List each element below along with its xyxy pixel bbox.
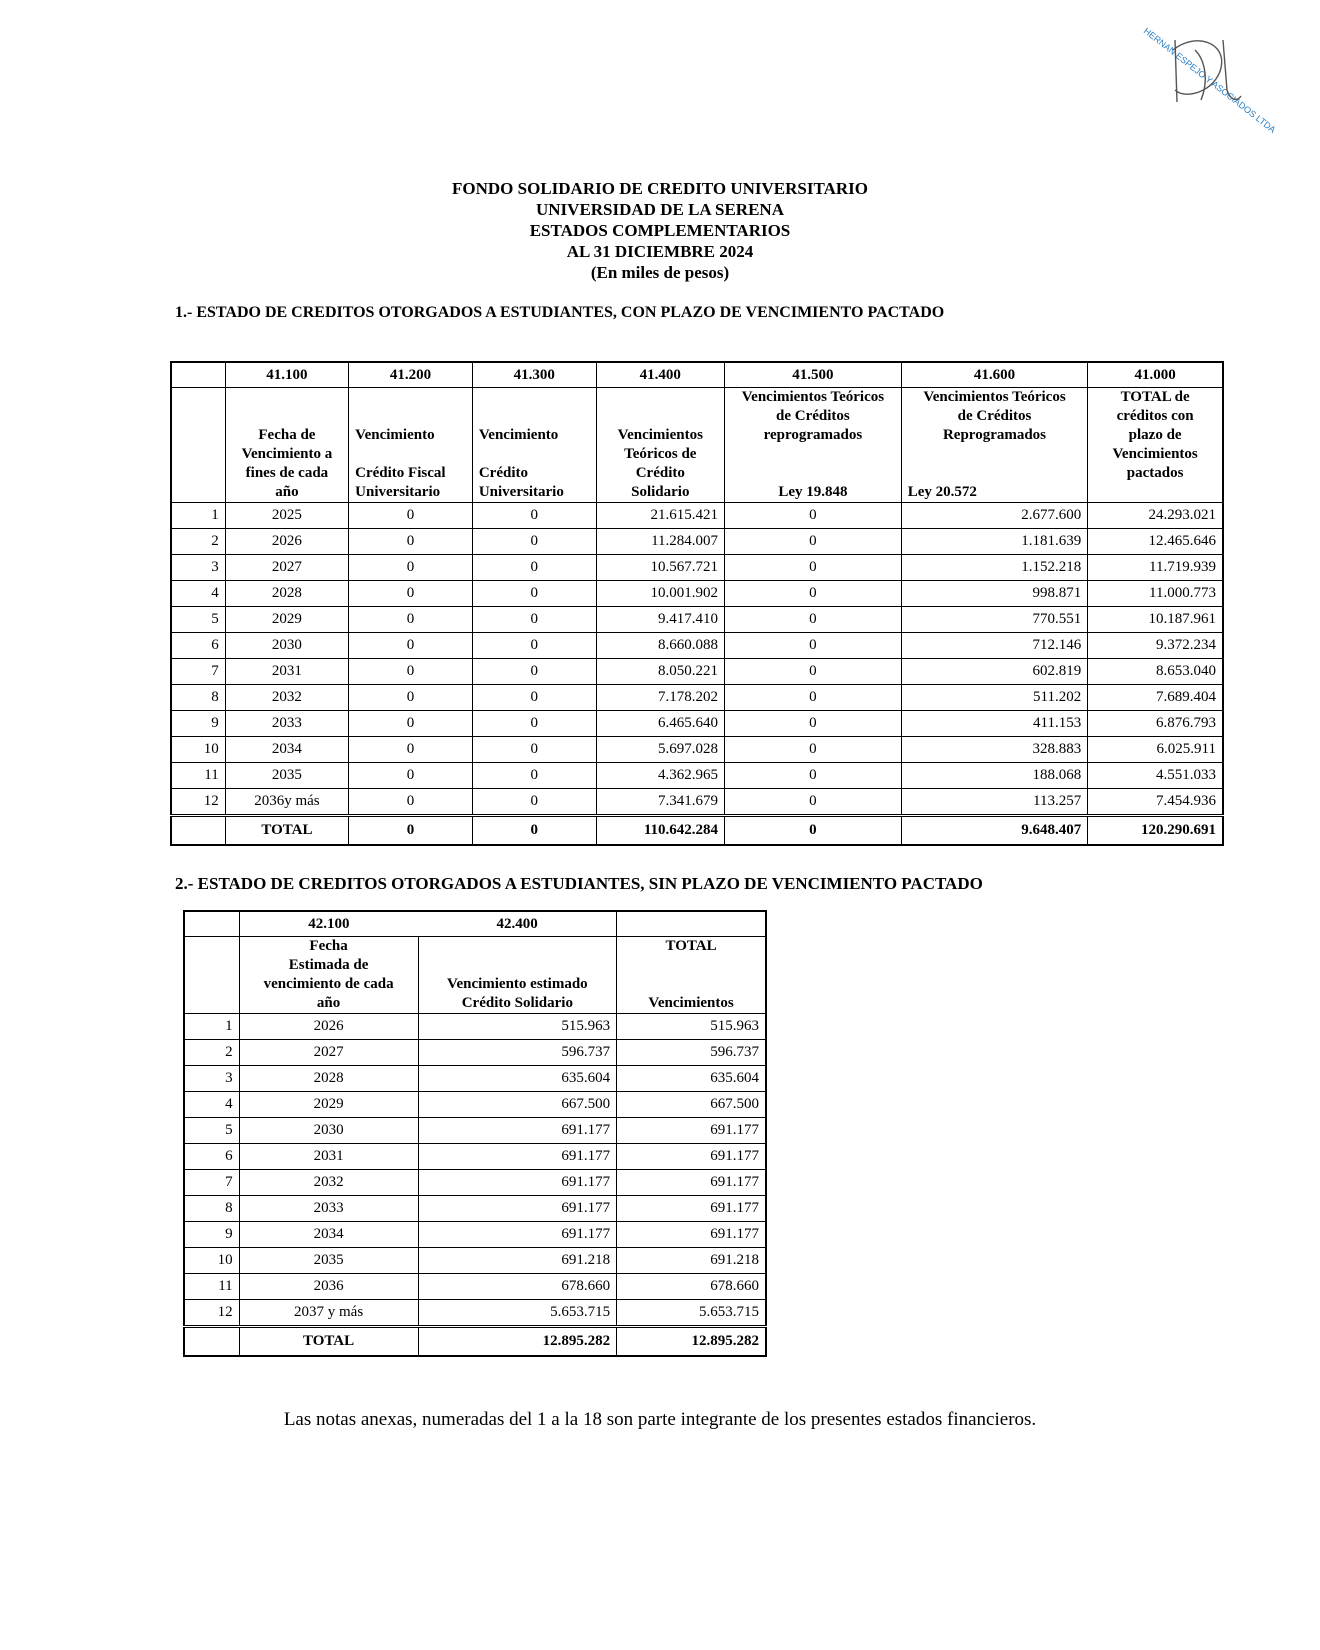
table2-code-cell: 42.400 [418, 911, 617, 937]
table1-header-cell [596, 388, 724, 503]
table1-header-cell-line: Vencimientos [1112, 446, 1198, 462]
table1-code-cell: 41.000 [1088, 362, 1223, 388]
table2-header-cell-line: Vencimiento estimado [446, 976, 588, 992]
table-cell: 0 [725, 763, 902, 789]
table-row [171, 659, 1223, 685]
table-cell: 691.177 [617, 1170, 766, 1196]
table-cell: 12.465.646 [1088, 529, 1223, 555]
table-row [171, 581, 1223, 607]
table1-code-cell: 41.600 [901, 362, 1087, 388]
table2-header-cell-line: Fecha [309, 938, 348, 954]
table-cell: 2032 [239, 1170, 418, 1196]
table-cell: 5.653.715 [617, 1300, 766, 1327]
table-cell: 0 [349, 529, 473, 555]
table-cell: 0 [725, 737, 902, 763]
table-cell: 691.218 [617, 1248, 766, 1274]
header-line-2: UNIVERSIDAD DE LA SERENA [536, 200, 784, 219]
table-cell: 2025 [225, 503, 348, 529]
table-cell: 511.202 [901, 685, 1087, 711]
table-cell: 0 [725, 529, 902, 555]
table-cell: 678.660 [617, 1274, 766, 1300]
table-cell: 11.000.773 [1088, 581, 1223, 607]
table-cell: 7.689.404 [1088, 685, 1223, 711]
table1-code-cell: 41.100 [225, 362, 348, 388]
table1-header-cell-line: fines de cada [245, 465, 329, 481]
table-cell: 0 [472, 763, 596, 789]
table-cell: 0 [349, 503, 473, 529]
table-cell: 8.653.040 [1088, 659, 1223, 685]
table1-header-cell-line: créditos con [1116, 408, 1194, 424]
table-cell: 691.177 [617, 1222, 766, 1248]
table-cell: 6 [184, 1144, 239, 1170]
table-row [171, 555, 1223, 581]
table-cell: 7.178.202 [596, 685, 724, 711]
table1-header-cell [901, 388, 1087, 503]
table-cell: 2027 [239, 1040, 418, 1066]
table-cell: 2034 [225, 737, 348, 763]
table-cell: 691.177 [418, 1222, 617, 1248]
table-creditos-con-plazo [170, 361, 1224, 846]
header-line-3: ESTADOS COMPLEMENTARIOS [529, 221, 791, 240]
table1-code-cell: 41.200 [349, 362, 473, 388]
table-cell: 2 [184, 1040, 239, 1066]
table-cell: 10 [171, 737, 225, 763]
table-cell: 691.177 [418, 1144, 617, 1170]
table1-header-cell-line: Crédito Fiscal [355, 465, 446, 481]
table1-header-cell-line: Reprogramados [942, 427, 1047, 443]
table-cell: 6.465.640 [596, 711, 724, 737]
table-row [171, 763, 1223, 789]
table-cell: 2031 [239, 1144, 418, 1170]
table-cell: 0 [349, 555, 473, 581]
table1-total-corner [171, 816, 225, 846]
table-row [171, 711, 1223, 737]
table2-header-cell-line: Vencimientos [648, 995, 734, 1011]
table-cell: 691.177 [418, 1170, 617, 1196]
table2-header-cell-line: TOTAL [665, 938, 717, 954]
table-cell: 0 [349, 633, 473, 659]
table-cell: 12 [171, 789, 225, 816]
table1-header-cell-line: Fecha de [258, 427, 316, 443]
table1-total-cell: 0 [472, 816, 596, 846]
table-row [184, 1196, 766, 1222]
table-cell: 11.719.939 [1088, 555, 1223, 581]
table2-header-cell-line: Crédito Solidario [461, 995, 573, 1011]
table1-header-cell-line: reprogramados [763, 427, 863, 443]
table-cell: 7 [171, 659, 225, 685]
table-row [171, 607, 1223, 633]
table-row [184, 1274, 766, 1300]
table2-code-empty [617, 911, 766, 937]
table1-header-cell-line: Vencimiento [478, 427, 559, 443]
table1-code-cell: 41.500 [725, 362, 902, 388]
table1-header-spacer [908, 445, 1081, 483]
table-cell: 11 [184, 1274, 239, 1300]
table-cell: 2030 [239, 1118, 418, 1144]
table-cell: 635.604 [418, 1066, 617, 1092]
table-cell: 0 [472, 659, 596, 685]
table-row [184, 1066, 766, 1092]
table1-header-cell-line [479, 445, 590, 464]
section2-title: 2.- ESTADO DE CREDITOS OTORGADOS A ESTUDIANTES, SIN PLAZO DE VENCIMIENTO PACTADO [175, 874, 983, 893]
table1-header-cell [349, 388, 473, 503]
table1-header-cell [1088, 388, 1223, 503]
table-cell: 9 [184, 1222, 239, 1248]
table1-header-cell-line: plazo de [1128, 427, 1182, 443]
table1-header-cell-line: año [275, 484, 299, 500]
table-cell: 4.362.965 [596, 763, 724, 789]
table-cell: 5 [184, 1118, 239, 1144]
table-cell: 2 [171, 529, 225, 555]
table-cell: 0 [472, 529, 596, 555]
table-cell: 411.153 [901, 711, 1087, 737]
table1-header-cell-line: Vencimientos [617, 427, 703, 443]
table1-header-cell-line: Vencimientos Teóricos [741, 389, 885, 405]
table-cell: 5.697.028 [596, 737, 724, 763]
table-cell: 515.963 [617, 1014, 766, 1040]
table-cell: 2026 [225, 529, 348, 555]
table-cell: 10 [184, 1248, 239, 1274]
table-cell: 2.677.600 [901, 503, 1087, 529]
header-line-4: AL 31 DICIEMBRE 2024 [566, 242, 754, 261]
table1-total-cell: 120.290.691 [1088, 816, 1223, 846]
table-cell: 2033 [225, 711, 348, 737]
table-cell: 0 [725, 555, 902, 581]
table-cell: 998.871 [901, 581, 1087, 607]
table-cell: 11.284.007 [596, 529, 724, 555]
table-cell: 0 [725, 633, 902, 659]
table-cell: 10.187.961 [1088, 607, 1223, 633]
table-cell: 712.146 [901, 633, 1087, 659]
signature-stamp [1135, 20, 1278, 135]
table1-header-cell-line: Ley 19.848 [778, 484, 848, 500]
table1-header-cell-line: Solidario [631, 484, 690, 500]
table-creditos-sin-plazo [183, 910, 767, 1357]
table-cell: 1.152.218 [901, 555, 1087, 581]
table-cell: 8 [184, 1196, 239, 1222]
table-cell: 691.177 [617, 1118, 766, 1144]
table-cell: 2027 [225, 555, 348, 581]
table1-header-cell-line: Vencimientos Teóricos [923, 389, 1066, 405]
table-cell: 1.181.639 [901, 529, 1087, 555]
table1-total-cell: TOTAL [225, 816, 348, 846]
table-cell: 6.876.793 [1088, 711, 1223, 737]
table1-total-cell: 9.648.407 [901, 816, 1087, 846]
table2-corner-cell [184, 911, 239, 937]
table-cell: 1 [171, 503, 225, 529]
table-cell: 2037 y más [239, 1300, 418, 1327]
table2-header-cell [239, 937, 418, 1014]
table1-header-row [171, 388, 1223, 503]
table-cell: 2030 [225, 633, 348, 659]
table-cell: 0 [349, 763, 473, 789]
table-cell: 8 [171, 685, 225, 711]
table-cell: 770.551 [901, 607, 1087, 633]
table1-header-cell-line: Crédito [478, 465, 528, 481]
table-cell: 2028 [239, 1066, 418, 1092]
section1-title: 1.- ESTADO DE CREDITOS OTORGADOS A ESTUDIANTES, CON PLAZO DE VENCIMIENTO PACTADO [175, 304, 945, 321]
table-cell: 2033 [239, 1196, 418, 1222]
table-row [171, 685, 1223, 711]
table-row [184, 1092, 766, 1118]
table-cell: 113.257 [901, 789, 1087, 816]
table-cell: 667.500 [617, 1092, 766, 1118]
table1-header-cell-line [355, 445, 466, 464]
table-cell: 0 [349, 711, 473, 737]
table-row [171, 737, 1223, 763]
table-row [171, 529, 1223, 555]
table2-header-cell-line: año [316, 995, 341, 1011]
table2-total-row [184, 1327, 766, 1357]
table-cell: 691.177 [617, 1144, 766, 1170]
table-row [184, 1118, 766, 1144]
table-cell: 2035 [239, 1248, 418, 1274]
table-cell: 9.372.234 [1088, 633, 1223, 659]
table-cell: 5 [171, 607, 225, 633]
table2-header-cell [617, 937, 766, 1014]
table2-header-cell [418, 937, 617, 1014]
table1-header-cell [472, 388, 596, 503]
table-cell: 8.050.221 [596, 659, 724, 685]
table-cell: 691.177 [617, 1196, 766, 1222]
table-cell: 2034 [239, 1222, 418, 1248]
table2-total-cell: 12.895.282 [418, 1327, 617, 1357]
table-cell: 7 [184, 1170, 239, 1196]
table-cell: 0 [725, 659, 902, 685]
table2-header-row [184, 937, 766, 1014]
table2-total-corner [184, 1327, 239, 1357]
table-cell: 691.218 [418, 1248, 617, 1274]
table-row [184, 1144, 766, 1170]
table-cell: 0 [472, 711, 596, 737]
table2-code-cell: 42.100 [239, 911, 418, 937]
table-cell: 2036 [239, 1274, 418, 1300]
table1-header-cell-line: Vencimiento a [241, 446, 333, 462]
table1-header-spacer [731, 445, 895, 483]
table1-header-cell-line: de Créditos [776, 408, 850, 424]
table1-header-cell-line: Vencimiento [355, 427, 435, 443]
table1-header-cell-line: Universitario [355, 484, 441, 500]
table-cell: 0 [725, 685, 902, 711]
table-cell: 1 [184, 1014, 239, 1040]
table-row [184, 1222, 766, 1248]
table-cell: 12 [184, 1300, 239, 1327]
table-cell: 2029 [225, 607, 348, 633]
table1-header-cell-line: Universitario [478, 484, 564, 500]
table-cell: 2029 [239, 1092, 418, 1118]
table-cell: 7.341.679 [596, 789, 724, 816]
table-cell: 0 [349, 685, 473, 711]
table-cell: 515.963 [418, 1014, 617, 1040]
table-cell: 24.293.021 [1088, 503, 1223, 529]
table-cell: 2028 [225, 581, 348, 607]
table-cell: 8.660.088 [596, 633, 724, 659]
table-cell: 9.417.410 [596, 607, 724, 633]
table-cell: 2026 [239, 1014, 418, 1040]
table-cell: 0 [349, 607, 473, 633]
table-cell: 0 [725, 711, 902, 737]
table-cell: 0 [472, 607, 596, 633]
stamp-text: HERNAN ESPEJO Y ASOCIADOS LTDA [1141, 25, 1278, 135]
table-cell: 10.567.721 [596, 555, 724, 581]
table1-header-cell-line: pactados [1126, 465, 1184, 481]
table2-code-row [184, 911, 766, 937]
table-row [184, 1300, 766, 1327]
table-cell: 0 [472, 633, 596, 659]
table1-code-row [171, 362, 1223, 388]
table-row [184, 1170, 766, 1196]
table-cell: 0 [349, 659, 473, 685]
table-cell: 667.500 [418, 1092, 617, 1118]
table-cell: 0 [349, 789, 473, 816]
table2-total-cell: 12.895.282 [617, 1327, 766, 1357]
table-cell: 2032 [225, 685, 348, 711]
table-row [184, 1248, 766, 1274]
table-cell: 4 [184, 1092, 239, 1118]
table-cell: 328.883 [901, 737, 1087, 763]
table-cell: 11 [171, 763, 225, 789]
table1-total-row [171, 816, 1223, 846]
table-cell: 0 [725, 789, 902, 816]
table-cell: 602.819 [901, 659, 1087, 685]
table-cell: 0 [349, 581, 473, 607]
table-cell: 2031 [225, 659, 348, 685]
table-cell: 5.653.715 [418, 1300, 617, 1327]
table-cell: 0 [472, 737, 596, 763]
table1-header-cell [725, 388, 902, 503]
table2-header-spacer [623, 956, 759, 994]
footer-note: Las notas anexas, numeradas del 1 a la 18 son parte integrante de los presentes estados financieros. [283, 1409, 1037, 1430]
table-cell: 0 [725, 607, 902, 633]
table-cell: 6 [171, 633, 225, 659]
header-line-5: (En miles de pesos) [590, 263, 730, 282]
table-cell: 635.604 [617, 1066, 766, 1092]
table-cell: 0 [472, 581, 596, 607]
header-line-1: FONDO SOLIDARIO DE CREDITO UNIVERSITARIO [452, 179, 868, 198]
table-cell: 691.177 [418, 1118, 617, 1144]
table-cell: 7.454.936 [1088, 789, 1223, 816]
table-cell: 4.551.033 [1088, 763, 1223, 789]
table1-header-cell-line: Crédito [635, 465, 685, 481]
table1-header-cell-line: Ley 20.572 [907, 484, 977, 500]
table-cell: 691.177 [418, 1196, 617, 1222]
table-cell: 2036y más [225, 789, 348, 816]
table-cell: 0 [349, 737, 473, 763]
table-cell: 0 [725, 503, 902, 529]
table-cell: 9 [171, 711, 225, 737]
table-cell: 3 [171, 555, 225, 581]
table1-total-cell: 110.642.284 [596, 816, 724, 846]
table-cell: 6.025.911 [1088, 737, 1223, 763]
table-cell: 21.615.421 [596, 503, 724, 529]
table1-code-cell: 41.300 [472, 362, 596, 388]
table1-code-cell: 41.400 [596, 362, 724, 388]
table-cell: 678.660 [418, 1274, 617, 1300]
table-cell: 3 [184, 1066, 239, 1092]
table1-corner-cell [171, 362, 225, 388]
table1-header-cell-line: Teóricos de [624, 446, 697, 462]
table2-corner-cell [184, 937, 239, 1014]
table-cell: 0 [472, 503, 596, 529]
document-header [0, 178, 1320, 283]
table2-total-cell: TOTAL [239, 1327, 418, 1357]
table1-header-cell [225, 388, 348, 503]
table-cell: 0 [472, 789, 596, 816]
table-cell: 596.737 [617, 1040, 766, 1066]
table1-header-cell-line: de Créditos [957, 408, 1032, 424]
table1-total-cell: 0 [725, 816, 902, 846]
table-row [184, 1040, 766, 1066]
table-cell: 10.001.902 [596, 581, 724, 607]
table1-total-cell: 0 [349, 816, 473, 846]
table-cell: 0 [472, 555, 596, 581]
table-row [184, 1014, 766, 1040]
table-cell: 188.068 [901, 763, 1087, 789]
table-cell: 0 [725, 581, 902, 607]
table2-header-cell-line: vencimiento de cada [263, 976, 394, 992]
table-row [171, 633, 1223, 659]
table-cell: 0 [472, 685, 596, 711]
signature-stamp-graphic [1135, 20, 1278, 135]
table-row [171, 503, 1223, 529]
table1-header-cell-line: TOTAL de [1120, 389, 1190, 405]
table1-corner-cell [171, 388, 225, 503]
table-cell: 4 [171, 581, 225, 607]
table-cell: 2035 [225, 763, 348, 789]
table-cell: 596.737 [418, 1040, 617, 1066]
table2-header-cell-line: Estimada de [288, 957, 369, 973]
table-row [171, 789, 1223, 816]
